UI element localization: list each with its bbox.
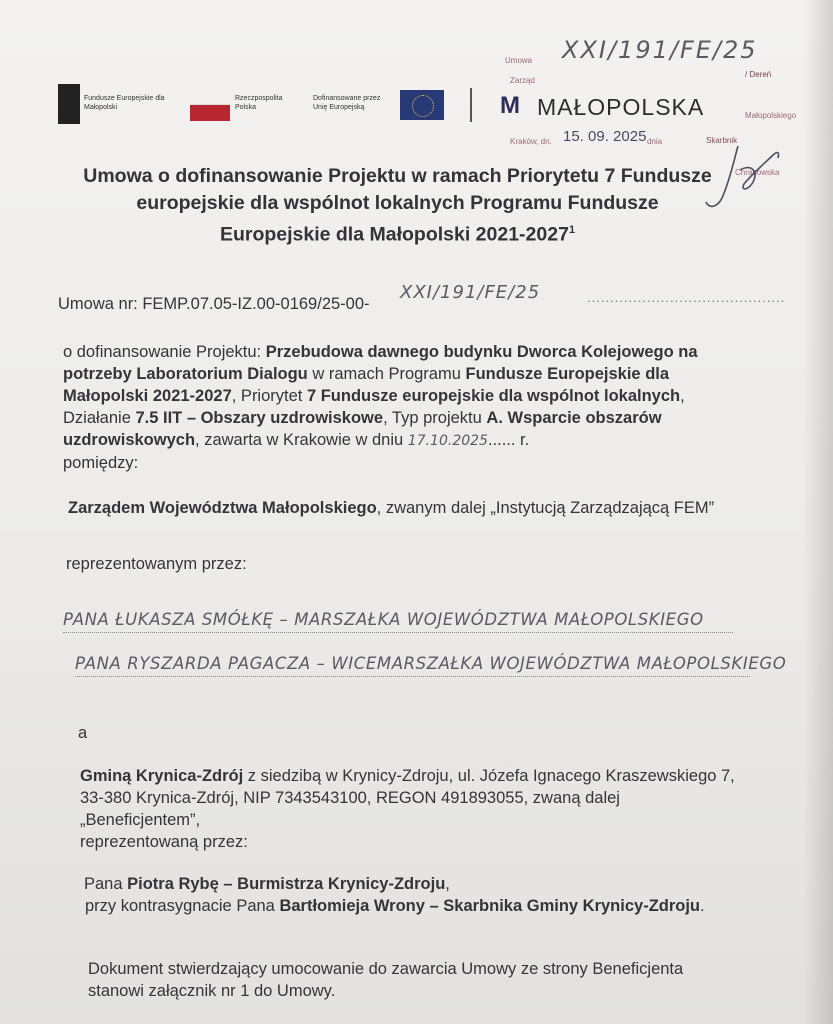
logo-separator	[470, 88, 472, 122]
project-type: A. Wsparcie obszarów uzdrowiskowych	[63, 409, 662, 449]
party-1-name: Zarządem Województwa Małopolskiego	[68, 499, 377, 517]
text: .	[700, 897, 705, 915]
title-line-2: europejskie dla wspólnot lokalnych Programu Fundusze	[136, 192, 659, 214]
footnote-mark: 1	[568, 224, 576, 236]
party-1-rest: , zwanym dalej „Instytucją Zarządzającą FEM”	[376, 499, 715, 517]
contract-number-handwritten: XXI/191/FE/25	[400, 282, 541, 303]
text: ,	[445, 875, 450, 893]
mayor-name: Piotra Rybę – Burmistrza Krynicy-Zdroju	[127, 875, 446, 893]
treasurer-line	[85, 895, 705, 917]
stamp-skarbnik: Skarbnik	[706, 136, 738, 145]
contract-number-dots: ...........................................	[587, 290, 786, 305]
party-2-name: Gminą Krynica-Zdrój	[80, 767, 244, 785]
text: w ramach Programu	[307, 365, 466, 383]
fe-logo-icon	[58, 84, 80, 124]
text: , zawarta w Krakowie w dniu	[195, 431, 408, 449]
representative-2-handwritten: PANA RYSZARDA PAGACZA – WICEMARSZAŁKA WOJEWÓDZTWA MAŁOPOLSKIEGO	[75, 654, 787, 673]
treasurer-name: Bartłomieja Wrony – Skarbnika Gminy Krynicy-Zdroju	[279, 897, 701, 915]
party-2	[80, 765, 740, 853]
action-name: 7.5 IIT – Obszary uzdrowiskowe	[135, 409, 384, 427]
text: przy kontrasygnacie Pana	[85, 897, 280, 915]
text: , Priorytet	[231, 387, 307, 405]
representative-1-handwritten: PANA ŁUKASZA SMÓŁKĘ – MARSZAŁKA WOJEWÓDZTWA MAŁOPOLSKIEGO	[63, 610, 704, 629]
stamp-department: / Dereń	[745, 70, 772, 79]
handwritten-stamp-number: XXI/191/FE/25	[562, 36, 758, 64]
authorization-note: Dokument stwierdzający umocowanie do zawarcia Umowy ze strony Beneficjenta stanowi załącznik nr 1 do Umowy.	[88, 960, 684, 1000]
program-name: Fundusze Europejskie dla Małopolski 2021-2027	[63, 365, 670, 405]
date-handwritten: 17.10.2025	[407, 433, 488, 449]
poland-flag-icon	[190, 104, 230, 121]
stamp-dnia: dnia	[647, 137, 663, 146]
stamp-krakow: Kraków, dn.	[510, 137, 552, 146]
party-1	[68, 497, 748, 519]
dotted-line	[75, 676, 750, 677]
contract-number-label: Umowa nr: FEMP.07.05-IZ.00-0169/25-00-	[58, 295, 370, 313]
title-line-3	[40, 217, 755, 249]
rp-logo-text: Rzeczpospolita Polska	[235, 95, 283, 111]
title-line-1: Umowa o dofinansowanie Projektu w ramach Priorytetu 7 Fundusze	[83, 165, 712, 187]
eu-logo-text: Dofinansowane przez Unię Europejską	[313, 95, 381, 111]
party-2-represented-by: reprezentowaną przez:	[80, 833, 248, 851]
between-label: pomiędzy:	[63, 454, 139, 472]
stamp-name: Chrabowska	[735, 168, 780, 177]
fe-logo-text: Fundusze Europejskie dla Małopolski	[84, 95, 165, 111]
project-paragraph	[63, 341, 733, 474]
stamp-zarzad: Zarząd	[510, 76, 535, 85]
stamp-umowa: Umowa	[505, 56, 533, 65]
text: , Typ projektu	[383, 409, 487, 427]
text: , Działanie	[63, 387, 685, 427]
eu-flag-icon	[400, 90, 444, 120]
dotted-line	[63, 632, 733, 633]
text: ...... r.	[487, 431, 530, 449]
text: Pana	[84, 875, 128, 893]
text: o dofinansowanie Projektu:	[63, 343, 266, 361]
project-name: Przebudowa dawnego budynku Dworca Kolejowego na potrzeby Laboratorium Dialogu	[63, 343, 698, 383]
malopolska-mark-icon: M	[500, 92, 520, 119]
stamp-malopolskiego: Małopolskiego	[745, 111, 797, 120]
stamp-date: 15. 09. 2025	[563, 128, 647, 145]
priority-name: 7 Fundusze europejskie dla wspólnot lokalnych	[306, 387, 681, 405]
party-1-represented-by: reprezentowanym przez:	[66, 555, 247, 573]
party-2-rest: z siedzibą w Krynicy-Zdroju, ul. Józefa Ignacego Kraszewskiego 7, 33-380 Krynica-Zdrój, NIP 7343543100, REGON 491893055, zwaną dalej „Beneficjentem”,	[80, 767, 735, 829]
document-title	[40, 163, 755, 249]
and-label: a	[78, 724, 88, 742]
title-line-3-text: Europejskie dla Małopolski 2021-2027	[219, 223, 569, 246]
mayor-line	[84, 873, 450, 895]
malopolska-logo: MAŁOPOLSKA	[537, 94, 705, 120]
